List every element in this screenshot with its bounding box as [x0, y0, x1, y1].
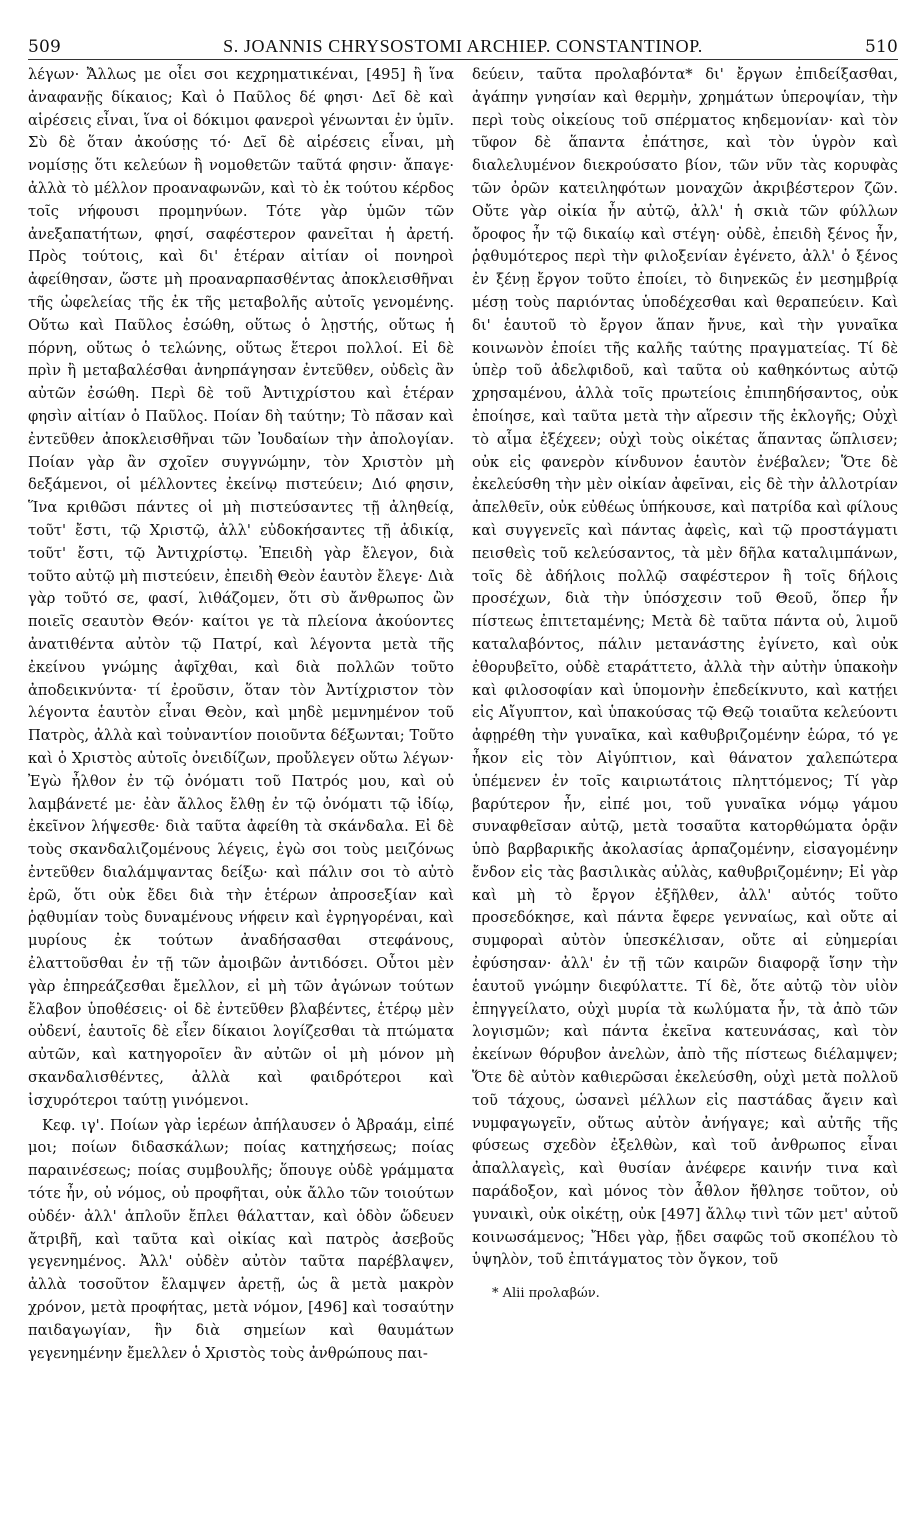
left-paragraph-2: Κεφ. ιγ'. Ποίων γὰρ ἱερέων ἀπήλαυσεν ὁ Ἀβραάμ, εἰπέ μοι; ποίων διδασκάλων; ποίας κατηχήσεως; ποίας παραινέσεως; ποίας συμβουλῆς; ὅπουγε οὐδὲ γράμματα τότε ἦν, οὐ νόμος, οὐ προφῆται, οὐκ ἄλλο τῶν τοιούτων οὐδέν· ἀλλ' ἁπλοῦν ἔπλει θάλατταν, καὶ ὁδὸν ὥδευεν ἄτριβῆ, καὶ ταῦτα καὶ οἰκίας καὶ πατρὸς ἀσεβοῦς γεγενημένος. Ἀλλ' οὐδὲν αὐτὸν ταῦτα παρέβλαψεν, ἀλλὰ τοσοῦτον ἔλαμψεν ἀρετῇ, ὡς ἃ μετὰ μακρὸν χρόνον, μετὰ προφήτας, μετὰ νόμον, [496] καὶ τοσαύτην παιδαγωγίαν, ἣν διὰ σημείων καὶ θαυμάτων γεγενημένην ἔμελλεν ὁ Χριστὸς τοὺς ἀνθρώπους παι- — [28, 1116, 454, 1362]
running-title: S. JOANNIS CHRYSOSTOMI ARCHIEP. CONSTANTINOP. — [223, 36, 703, 56]
right-column — [472, 64, 898, 1365]
page-number-left: 509 — [28, 37, 62, 57]
left-paragraph-1: λέγων· Ἄλλως με οἶει σοι κεχρηματικέναι, [495] ἢ ἵνα ἀναφανῇς δίκαιος; Καὶ ὁ Παῦλος δέ φησι· Δεῖ δὲ καὶ αἱρέσεις εἶναι, ἵνα οἱ δόκιμοι φανεροὶ γένωνται ἐν ὑμῖν. Σὺ δὲ ὅταν ἀκούσῃς τό· Δεῖ δὲ αἱρέσεις εἶναι, μὴ νομίσῃς ὅτι κελεύων ἢ νομοθετῶν ταῦτά φησιν· ἄπαγε· ἀλλὰ τὸ μέλλον προαναφωνῶν, καὶ τὸ ἐκ τούτου κέρδος τοῖς νήφουσι προμηνύων. Τότε γὰρ ὑμῶν τῶν ἀνεξαπατήτων, φησί, σαφέστερον φανεῖται ἡ ἀρετή. Πρὸς τούτοις, καὶ δι' ἑτέραν αἰτίαν οἱ πονηροὶ ἀφείθησαν, ὥστε μὴ προαναρπασθέντας ἀποκλεισθῆναι τῆς ὠφελείας τῆς ἐκ τῆς μεταβολῆς αὐτοῖς γενομένης. Οὕτω καὶ Παῦλος ἐσώθη, οὕτως ὁ λῃστής, οὕτως ἡ πόρνη, οὕτως ὁ τελώνης, οὕτως ἕτεροι πολλοί. Εἰ δὲ πρὶν ἢ μεταβαλέσθαι ἀνηρπάγησαν ἐντεῦθεν, οὐδεὶς ἂν αὐτῶν ἐσώθη. Περὶ δὲ τοῦ Ἀντιχρίστου καὶ ἑτέραν φησὶν αἰτίαν ὁ Παῦλος. Ποίαν δὴ ταύτην; Τὸ πᾶσαν καὶ ἐντεῦθεν ἀποκλεισθῆναι τῶν Ἰουδαίων τὴν ἀπολογίαν. Ποίαν γὰρ ἂν σχοῖεν συγγνώμην, τὸν Χριστὸν μὴ δεξάμενοι, οἱ μέλλοντες ἐκείνῳ πιστεύειν; Διό φησιν, Ἵνα κριθῶσι πάντες οἱ μὴ πιστεύσαντες τῇ ἀληθείᾳ, τοῦτ' ἔστι, τῷ Χριστῷ, ἀλλ' εὐδοκήσαντες τῇ ἀδικίᾳ, τοῦτ' ἔστι, τῷ Ἀντιχρίστῳ. Ἐπειδὴ γὰρ ἔλεγον, διὰ τοῦτο αὐτῷ μὴ πιστεύειν, ἐπειδὴ Θεὸν ἑαυτὸν ἔλεγε· Διὰ γὰρ τοῦτό σε, φασί, λιθάζομεν, ὅτι σὺ ἄνθρωπος ὢν ποιεῖς σεαυτὸν Θεόν· καίτοι γε τὰ πλείονα ἀκούοντες ἀνατιθέντα αὐτὸν τῷ Πατρί, καὶ λέγοντα μετὰ τῆς ἐκείνου γνώμης ἀφῖχθαι, καὶ διὰ πολλῶν τοῦτο ἀποδεικνύντα· τί ἐροῦσιν, ὅταν τὸν Ἀντίχριστον τὸν λέγοντα ἑαυτὸν εἶναι Θεὸν, καὶ μηδὲ μεμνημένον τοῦ Πατρὸς, ἀλλὰ καὶ τοὐναντίον ποιοῦντα δέξωνται; Τοῦτο καὶ ὁ Χριστὸς αὐτοῖς ὀνειδίζων, προὔλεγεν οὕτω λέγων· Ἐγὼ ἦλθον ἐν τῷ ὀνόματι τοῦ Πατρός μου, καὶ οὐ λαμβάνετέ με· ἐὰν ἄλλος ἔλθῃ ἐν τῷ ὀνόματι τῷ ἰδίῳ, ἐκεῖνον λήψεσθε· διὰ ταῦτα ἀφείθη τὰ σκάνδαλα. Εἰ δὲ τοὺς σκανδαλιζομένους λέγεις, ἐγὼ σοι τοὺς μειζόνως ἐντεῦθεν διαλάμψαντας δείξω· καὶ πάλιν σοι τὸ αὐτὸ ἐρῶ, ὅτι οὐκ ἔδει διὰ τὴν ἑτέρων ἀπροσεξίαν καὶ ῥᾳθυμίαν τοὺς δυναμένους νήφειν καὶ ἐγρηγορέναι, καὶ μυρίους ἐκ τούτων ἀναδήσασθαι στεφάνους, ἐλαττοῦσθαι ἐν τῇ τῶν ἀμοιβῶν ἀντιδόσει. Οὗτοι μὲν γὰρ ἐπηρεάζεσθαι ἔμελλον, εἰ μὴ τῶν ἀγώνων τούτων ἔλαβον ὑποθέσεις· οἱ δὲ ἐντεῦθεν βλαβέντες, ἑτέρῳ μὲν οὐδενί, ἑαυτοῖς δὲ εἶεν δίκαιοι λογίζεσθαι τὰ πτώματα αὐτῶν, καὶ κατηγοροῖεν ἂν αὐτῶν οἱ μὴ μόνον μὴ σκανδαλισθέντες, ἀλλὰ καὶ φαιδρότεροι καὶ ἰσχυρότεροι ταύτῃ γινόμενοι. — [28, 66, 454, 1109]
page-number-right: 510 — [864, 37, 898, 57]
footnote: * Alii προλαβών. — [492, 1286, 600, 1302]
left-column — [28, 64, 454, 1365]
right-paragraph-1: δεύειν, ταῦτα προλαβόντα* δι' ἔργων ἐπιδείξασθαι, ἀγάπην γνησίαν καὶ θερμὴν, χρημάτων ὑπεροψίαν, τὴν περὶ τοὺς οἰκείους τοῦ σπέρματος κηδεμονίαν· καὶ τὸν τῦφον δὲ ἅπαντα ἐπάτησε, καὶ τὸν ὑγρὸν καὶ διαλελυμένον διεκρούσατο βίον, τῶν νῦν τὰς κορυφὰς τῶν ὀρῶν κατειληφότων μοναχῶν ἀκριβέστερον ζῶν. Οὔτε γὰρ οἰκία ἦν αὐτῷ, ἀλλ' ἡ σκιὰ τῶν φύλλων ὄροφος ἦν τῷ δικαίῳ καὶ στέγη· οὐδὲ, ἐπειδὴ ξένος ἦν, ῥᾳθυμότερος περὶ τὴν φιλοξενίαν ἐγένετο, ἀλλ' ὁ ξένος ἐν ξένῃ ἔργον τοῦτο ἐποίει, τὸ διηνεκῶς ἐν μεσημβρίᾳ μέσῃ τοὺς παριόντας ὑποδέχεσθαι καὶ θεραπεύειν. Καὶ δι' ἑαυτοῦ τὸ ἔργον ἅπαν ἤνυε, καὶ τὴν γυναῖκα κοινωνὸν ἐποίει τῆς καλῆς ταύτης πραγματείας. Τί δὲ ὑπὲρ τοῦ ἀδελφιδοῦ, καὶ ταῦτα οὐ καθηκόντως αὐτῷ χρησαμένου, ἀλλὰ τοῖς πρωτείοις ἐπιπηδήσαντος, οὐκ ἐποίησε, καὶ ταῦτα μετὰ τὴν αἵρεσιν τῆς ἐκλογῆς; Οὐχὶ τὸ αἷμα ἐξέχεεν; οὐχὶ τοὺς οἰκέτας ἅπαντας ὥπλισεν; οὐκ εἰς φανερὸν κίνδυνον ἑαυτὸν ἐνέβαλεν; Ὅτε δὲ ἐκελεύσθη τὴν μὲν οἰκίαν ἀφεῖναι, εἰς δὲ τὴν ἀλλοτρίαν ἀπελθεῖν, οὐκ εὐθέως ὑπήκουσε, καὶ πατρίδα καὶ φίλους καὶ συγγενεῖς καὶ πάντας ἀφεὶς, καὶ τῷ προστάγματι πεισθεὶς τοῦ κελεύσαντος, τὰ μὲν δῆλα καταλιμπάνων, τοῖς δὲ ἀδήλοις πολλῷ σαφέστερον ἢ τοῖς δήλοις προσέχων, διὰ τὴν ὑπόσχεσιν τοῦ Θεοῦ, ὅπερ ἦν πίστεως ἐπιτεταμένης; Μετὰ δὲ ταῦτα πάντα οὐ, λιμοῦ καταλαβόντος, πάλιν μετανάστης ἐγίνετο, καὶ οὐκ ἐθορυβεῖτο, οὐδὲ εταράττετο, ἀλλὰ τὴν αὐτὴν ὑπακοὴν καὶ φιλοσοφίαν καὶ ὑπομονὴν ἐπεδείκνυτο, καὶ κατῄει εἰς Αἴγυπτον, καὶ ὑπακούσας τῷ Θεῷ τοιαῦτα κελεύοντι ἀφῃρέθη τὴν γυναῖκα, καὶ καθυβριζομένην ἑώρα, τό γε ἧκον εἰς τὸν Αἰγύπτιον, καὶ θάνατον χαλεπώτερα ὑπέμενεν ἐν τοῖς καιριωτάτοις πληττόμενος; Τί γὰρ βαρύτερον ἦν, εἰπέ μοι, τοῦ γυναῖκα νόμῳ γάμου συναφθεῖσαν αὐτῷ, μετὰ τοσαῦτα κατορθώματα ὁρᾷν ὑπὸ βαρβαρικῆς ἀκολασίας ἁρπαζομένην, εἰσαγομένην ἔνδον εἰς τὰς βασιλικὰς αὐλὰς, καθυβριζομένην; Εἰ γὰρ καὶ μὴ τὸ ἔργον ἐξῆλθεν, ἀλλ' αὐτός τοῦτο προσεδόκησε, καὶ πάντα ἔφερε γενναίως, καὶ οὔτε αἱ συμφοραὶ αὐτὸν ὑπεσκέλισαν, οὔτε αἱ εὐημερίαι ἐφύσησαν· ἀλλ' ἐν τῇ τῶν καιρῶν διαφορᾷ ἴσην τὴν ἑαυτοῦ γνώμην διεφύλαττε. Τί δὲ, ὅτε αὐτῷ τὸν υἱὸν ἐπηγγείλατο, οὐχὶ μυρία τὰ κωλύματα ἦν, τὰ ἀπὸ τῶν λογισμῶν; καὶ πάντα ἐκεῖνα κατευνάσας, καὶ τὸν ἐκείνων θόρυβον ἀνελὼν, ἀπὸ τῆς πίστεως διέλαμψεν; Ὅτε δὲ αὐτὸν καθιερῶσαι ἐκελεύσθη, οὐχὶ μετὰ πολλοῦ τοῦ τάχους, ὡσανεὶ μέλλων εἰς παστάδας ἄγειν καὶ νυμφαγωγεῖν, οὕτως αὐτὸν ἀνήγαγε; καὶ αὐτῆς τῆς φύσεως σχεδὸν ἐξελθὼν, καὶ τοῦ ἀνθρωπος εἶναι ἀπαλλαγεὶς, καὶ θυσίαν ἀνέφερε καινήν τινα καὶ παράδοξον, καὶ μόνος τὸν ἆθλον ἤθλησε τοῦτον, οὐ γυναικὶ, οὐκ οἰκέτῃ, οὐκ [497] ἄλλῳ τινὶ τῶν μετ' αὐτοῦ κοινωσάμενος; Ἤδει γὰρ, ᾔδει σαφῶς τοῦ σκοπέλου τὸ ὑψηλὸν, τοῦ ἐπιτάγματος τὸν ὄγκον, τοῦ — [472, 66, 898, 1269]
header-rule — [28, 59, 898, 60]
two-column-body — [28, 64, 898, 1365]
running-header — [28, 36, 898, 57]
